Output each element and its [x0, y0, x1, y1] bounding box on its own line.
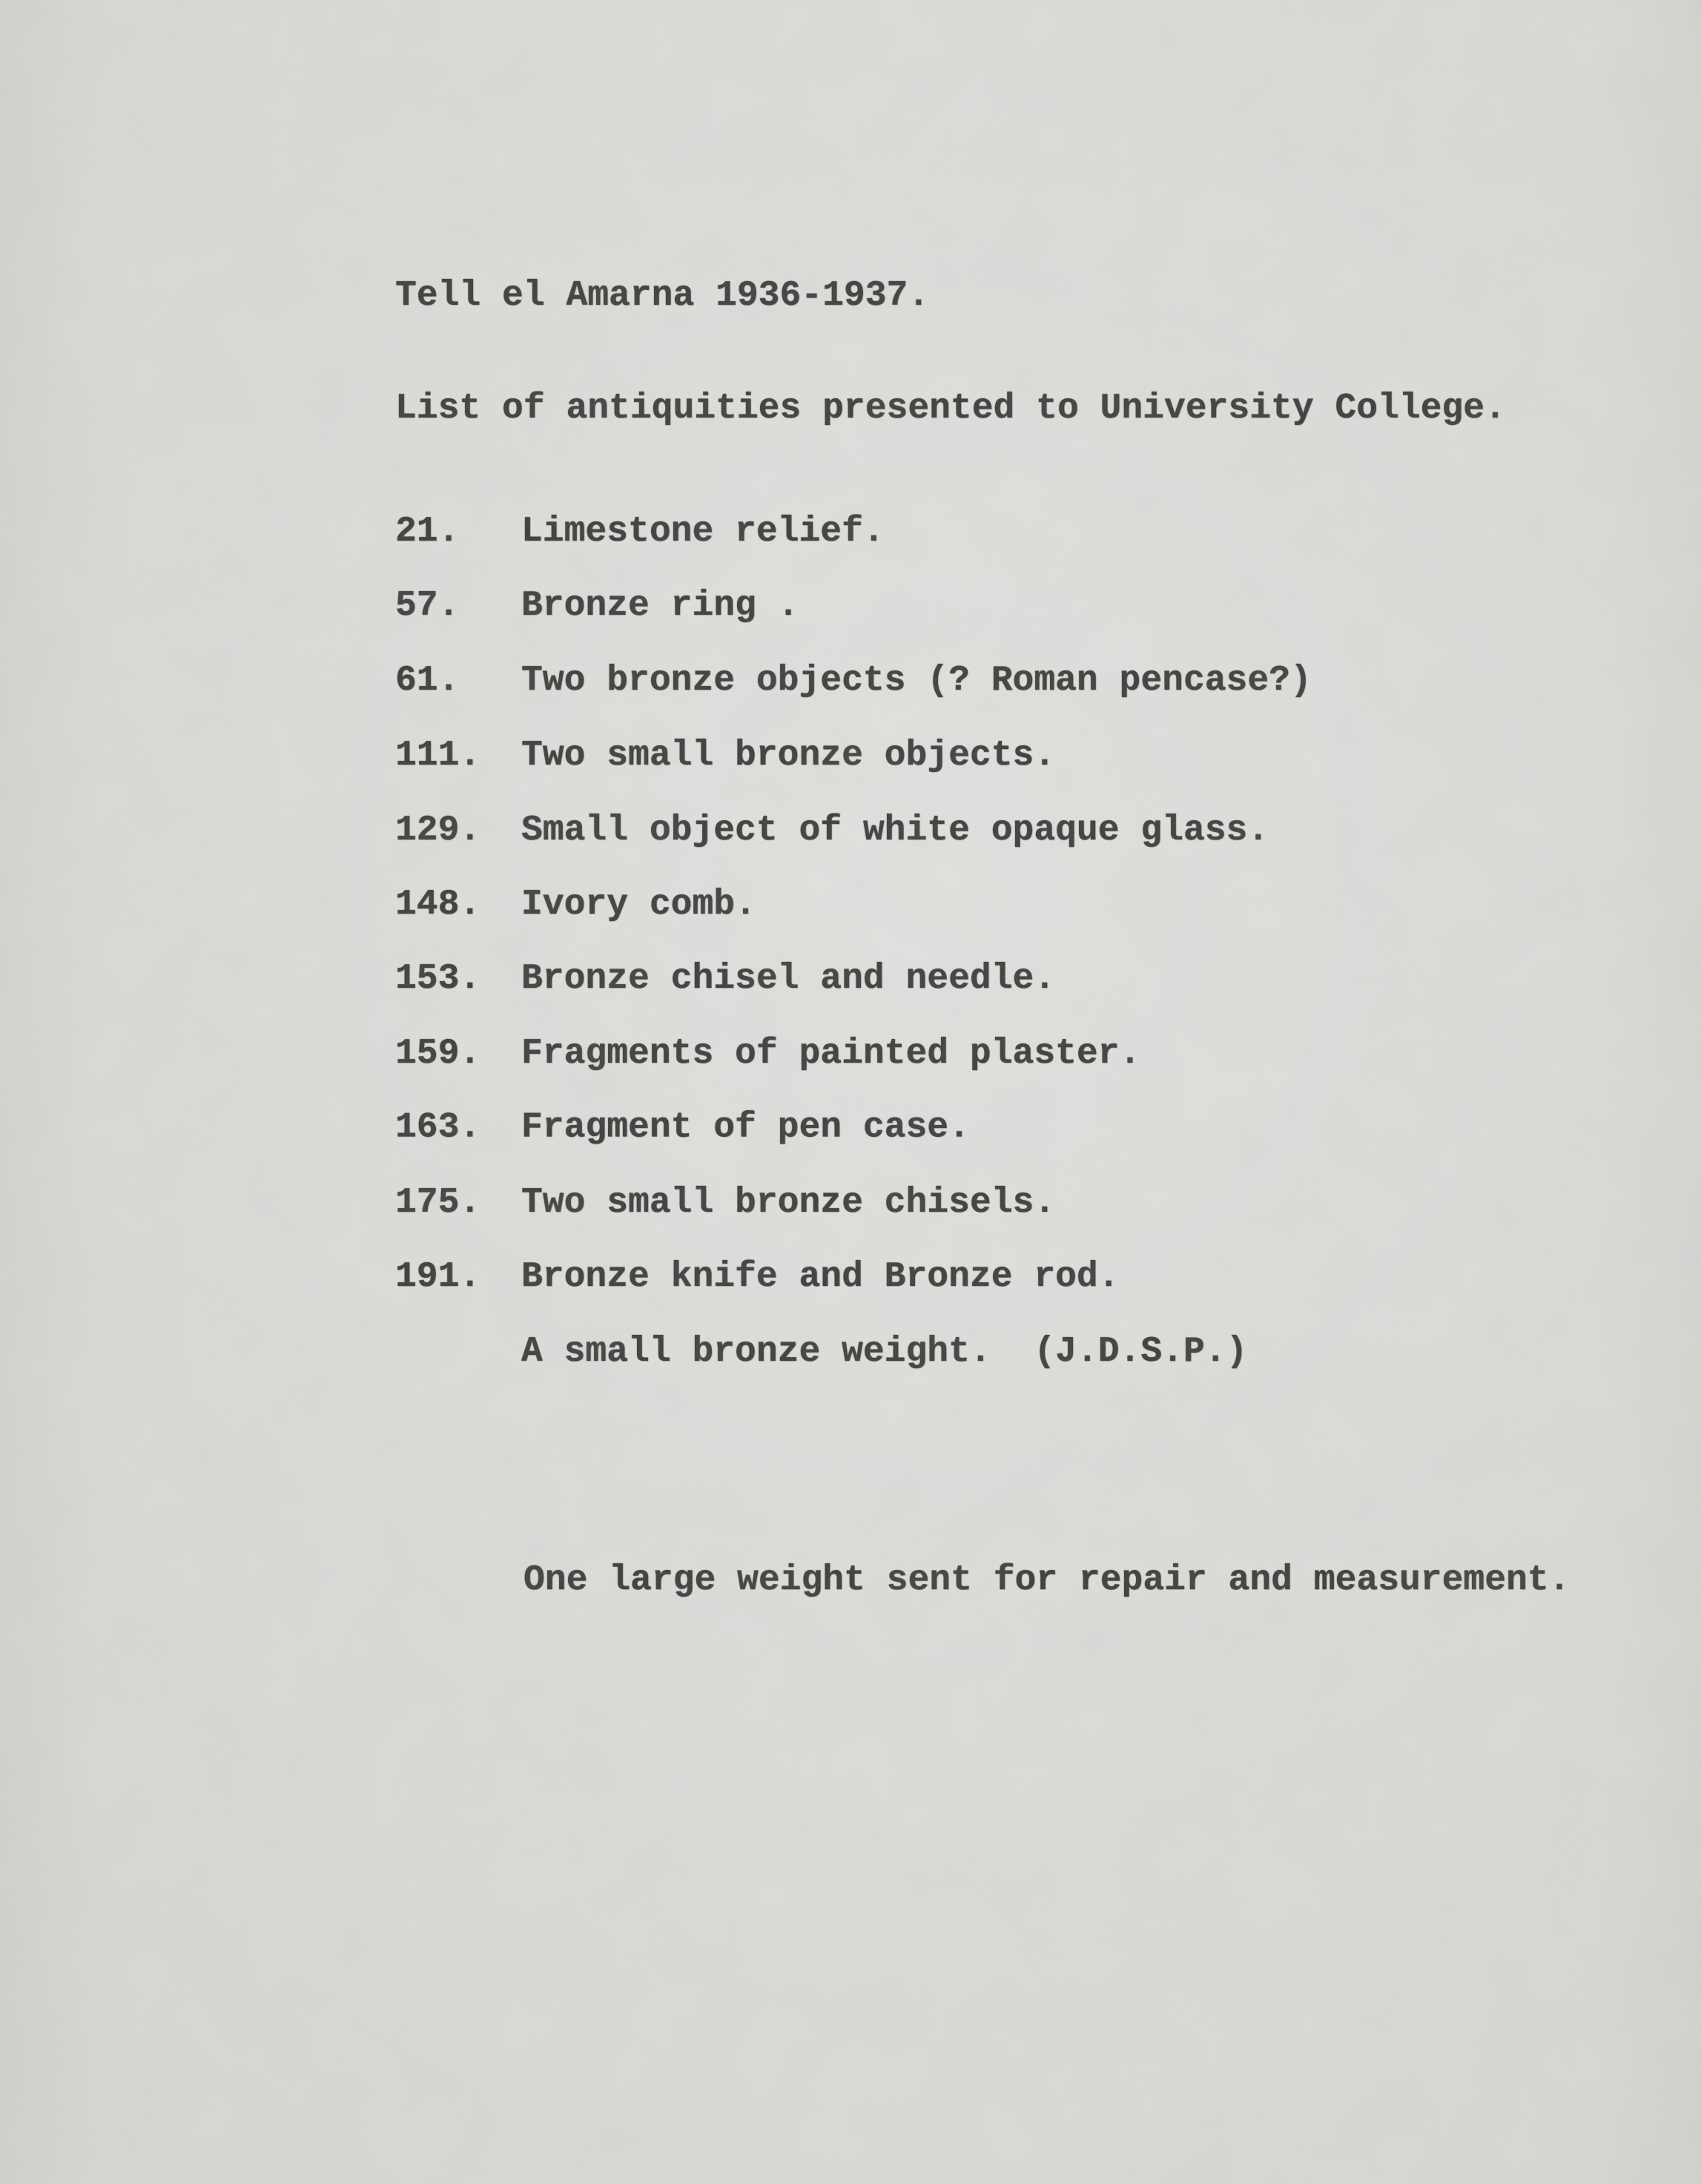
item-description: Two small bronze objects.	[521, 735, 1056, 776]
item-number: 191.	[395, 1257, 481, 1297]
list-item	[395, 1259, 1582, 1334]
list-item-continuation	[395, 1331, 1582, 1409]
item-description: Small object of white opaque glass.	[521, 811, 1269, 851]
document-subtitle: List of antiquities presented to University College.	[395, 389, 1506, 429]
list-item	[395, 1033, 1582, 1111]
item-description: Two small bronze chisels.	[521, 1182, 1056, 1223]
footnote-line: One large weight sent for repair and measurement.	[523, 1560, 1570, 1600]
item-description: Two bronze objects (? Roman pencase?)	[521, 661, 1312, 701]
continuation-text: A small bronze weight. (J.D.S.P.)	[521, 1331, 1248, 1372]
list-item	[395, 813, 1582, 888]
item-description: Bronze knife and Bronze rod.	[521, 1257, 1120, 1297]
page-title: Tell el Amarna 1936-1937.	[395, 276, 930, 316]
item-number: 129.	[395, 811, 481, 851]
list-item	[395, 1182, 1582, 1260]
item-number: 163.	[395, 1107, 481, 1148]
item-description: Ivory comb.	[521, 884, 756, 925]
item-description: Bronze chisel and needle.	[521, 959, 1056, 999]
item-number: 148.	[395, 884, 481, 925]
item-number: 159.	[395, 1033, 481, 1074]
antiquities-list	[395, 514, 1582, 1408]
list-item	[395, 884, 1582, 962]
item-number: 57.	[395, 585, 460, 626]
item-number: 153.	[395, 959, 481, 999]
item-description: Fragment of pen case.	[521, 1107, 970, 1148]
item-number: 21.	[395, 512, 460, 552]
list-item	[395, 961, 1582, 1036]
item-number: 111.	[395, 735, 481, 776]
item-description: Limestone relief.	[521, 512, 885, 552]
item-description: Bronze ring .	[521, 585, 799, 626]
list-item	[395, 585, 1582, 663]
list-item	[395, 514, 1582, 589]
item-description: Fragments of painted plaster.	[521, 1033, 1141, 1074]
list-item	[395, 1107, 1582, 1185]
item-number: 61.	[395, 661, 460, 701]
item-number: 175.	[395, 1182, 481, 1223]
list-item	[395, 735, 1582, 813]
list-item	[395, 663, 1582, 738]
